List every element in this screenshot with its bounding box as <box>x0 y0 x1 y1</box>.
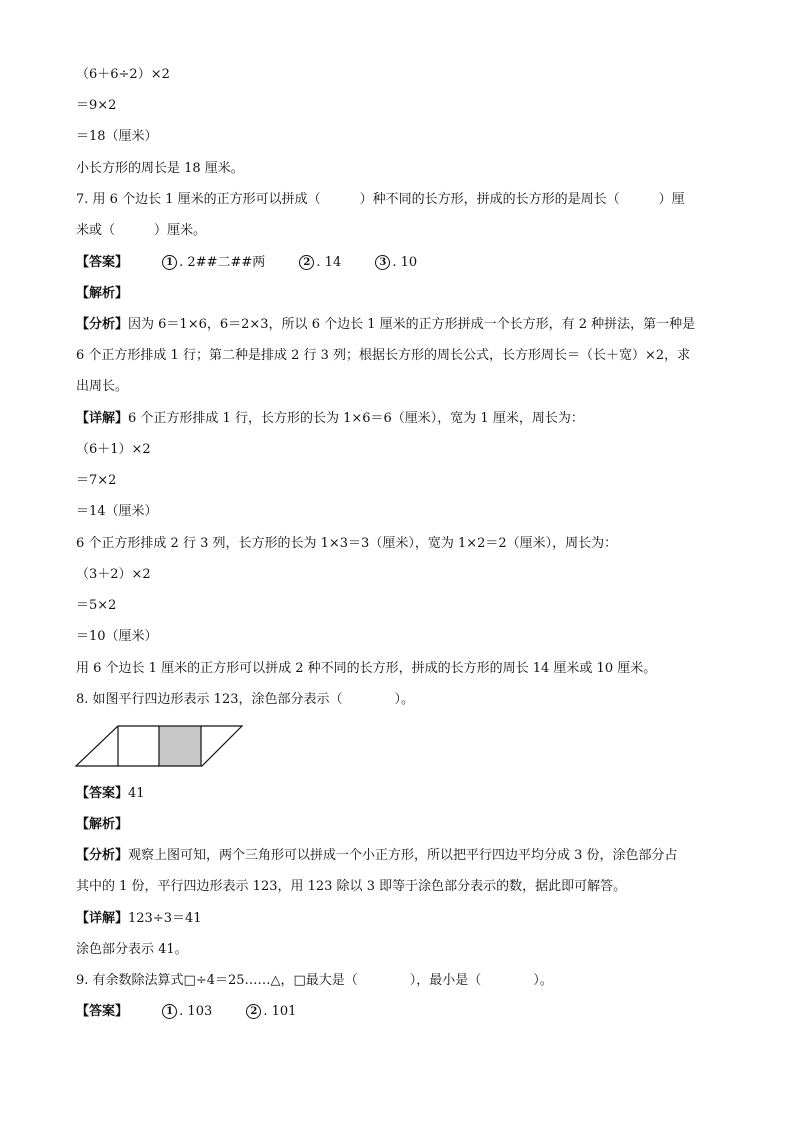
analysis-heading: 【解析】 <box>76 817 129 832</box>
analysis-text: 因为 6＝1×6，6＝2×3，所以 6 个边长 1 厘米的正方形拼成一个长方形，有 2 种拼法，第一种是 <box>128 317 696 332</box>
conclusion-line: 用 6 个边长 1 厘米的正方形可以拼成 2 种不同的长方形，拼成的长方形的周长 14 厘米或 10 厘米。 <box>76 661 657 676</box>
calc-line: （3＋2）×2 <box>76 567 151 582</box>
analysis-line: 6 个正方形排成 1 行；第二种是排成 2 行 3 列；根据长方形的周长公式，长方形周长＝（长＋宽）×2，求 <box>76 348 691 363</box>
question-7-cont: 米或（ ）厘米。 <box>76 223 207 238</box>
calc-line: （6＋6÷2）×2 <box>76 67 170 82</box>
answer-text: . 2##二##两 <box>179 255 266 270</box>
calc-line: ＝7×2 <box>76 473 117 488</box>
conclusion-line: 小长方形的周长是 18 厘米。 <box>76 161 244 176</box>
circled-number: 1 <box>162 1004 177 1019</box>
detail-text: 123÷3＝41 <box>128 911 202 926</box>
detail-line <box>76 910 202 928</box>
shaded-square <box>159 726 201 766</box>
analysis-heading: 【解析】 <box>76 286 129 301</box>
circled-number: 2 <box>246 1004 261 1019</box>
circled-number: 1 <box>162 255 177 270</box>
circled-number: 2 <box>299 255 314 270</box>
question-9: 9. 有余数除法算式□÷4＝25……△，□最大是（ ），最小是（ ）。 <box>76 973 553 988</box>
calc-line: ＝9×2 <box>76 98 117 113</box>
answer-text: 41 <box>128 786 145 801</box>
answer-tag: 【答案】 <box>76 255 129 270</box>
answer-item <box>246 1003 296 1021</box>
analysis-line: 其中的 1 份，平行四边形表示 123，用 123 除以 3 即等于涂色部分表示的数，据此即可解答。 <box>76 879 627 894</box>
answer-item <box>375 254 417 272</box>
answer-tag: 【答案】 <box>76 1004 129 1019</box>
answer-item <box>299 254 341 272</box>
answer-item <box>162 1003 212 1021</box>
answer-8 <box>76 785 145 803</box>
analysis-line <box>76 316 695 334</box>
answer-item <box>162 254 265 272</box>
analysis-text: 观察上图可知，两个三角形可以拼成一个小正方形，所以把平行四边平均分成 3 份，涂色部分占 <box>128 848 678 863</box>
calc-line: ＝5×2 <box>76 598 117 613</box>
detail-tag: 【详解】 <box>76 911 129 926</box>
analysis-line: 出周长。 <box>76 379 129 394</box>
analysis-tag: 【分析】 <box>76 317 129 332</box>
answer-text: . 103 <box>179 1004 213 1019</box>
answer-text: . 101 <box>263 1004 297 1019</box>
answer-9 <box>76 1003 296 1021</box>
analysis-line <box>76 847 678 865</box>
detail-tag: 【详解】 <box>76 411 129 426</box>
calc-line: ＝18（厘米） <box>76 129 158 144</box>
answer-tag: 【答案】 <box>76 786 129 801</box>
answer-text: . 10 <box>392 255 418 270</box>
question-8: 8. 如图平行四边形表示 123，涂色部分表示（ ）。 <box>76 692 414 707</box>
calc-line: ＝10（厘米） <box>76 629 158 644</box>
calc-line: （6＋1）×2 <box>76 442 151 457</box>
conclusion-line: 涂色部分表示 41。 <box>76 942 188 957</box>
calc-line: ＝14（厘米） <box>76 504 158 519</box>
parallelogram-figure <box>74 724 246 770</box>
detail-text: 6 个正方形排成 1 行，长方形的长为 1×6＝6（厘米），宽为 1 厘米，周长为： <box>128 411 584 426</box>
analysis-tag: 【分析】 <box>76 848 129 863</box>
circled-number: 3 <box>375 255 390 270</box>
question-7: 7. 用 6 个边长 1 厘米的正方形可以拼成（ ）种不同的长方形，拼成的长方形的是周长（ ）厘 <box>76 192 685 207</box>
detail-line: 6 个正方形排成 2 行 3 列，长方形的长为 1×3＝3（厘米），宽为 1×2＝2（厘米），周长为： <box>76 536 618 551</box>
answer-7 <box>76 254 417 272</box>
detail-line <box>76 410 584 428</box>
answer-text: . 14 <box>316 255 342 270</box>
